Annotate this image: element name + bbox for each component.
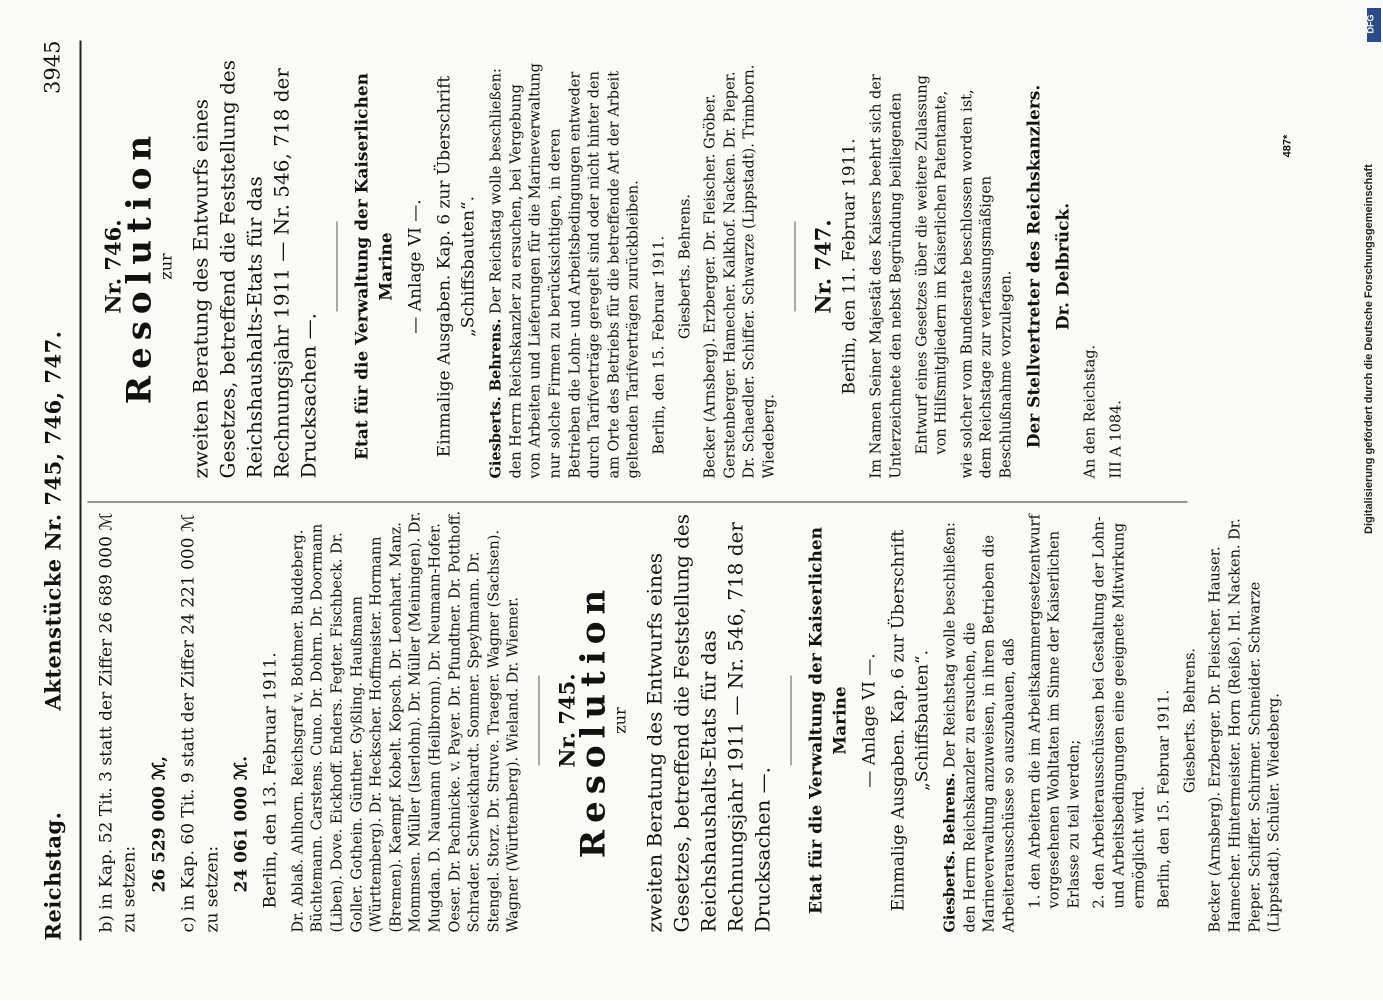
- item-b: b) in Kap. 52 Tit. 3 statt der Ziffer 26 689 000 ℳ zu setzen:: [96, 512, 140, 933]
- addressee: An den Reichstag.: [1082, 344, 1099, 479]
- right-column: [96, 55, 1134, 479]
- heading-nr746: Nr. 746.: [100, 219, 126, 314]
- heading-zur-746: zur: [156, 253, 176, 280]
- motion-text-746: Der Reichstag wolle beschließen: den Herrn Reichskanzler zu ersuchen, bei Vergebung von Arbeiten und Lieferungen für die Marineverwaltung nur solche Firmen zu berücksichtigen, in deren Betrieben die Lohn- und Arbeitsbedingungen entweder durch Tarifverträge geregelt sind oder nicht hinter den am Orte des Betriebs für die betreffende Art der Arbeit geltenden Tarifverträgen zurückbleiben.: [488, 63, 642, 479]
- item-1-745: 1. den Arbeitern die im Arbeitskammergesetzentwurf vorgesehenen Wohltaten im Sinne der Kaiserlichen Erlasse zu teil werden;: [1027, 514, 1083, 909]
- item-2-745: 2. den Arbeiterausschüssen bei Gestaltung der Lohn- und Arbeitsbedingungen eine geeignete Mitwirkung ermöglicht wird.: [1091, 516, 1148, 909]
- date-747: Berlin, den 11. Februar 1911.: [839, 138, 860, 395]
- ausgaben-745: Einmalige Ausgaben. Kap. 6 zur Überschrift „Schiffsbauten“.: [888, 529, 933, 912]
- sig-lead-745: Giesberts. Behrens.: [1182, 648, 1199, 793]
- sig-lead-746: Giesberts. Behrens.: [677, 194, 694, 339]
- signers-745: Becker (Arnsberg). Erzberger. Dr. Fleischer. Hauser. Hamecher. Hintermeister. Horn (Reiße). Irl. Nacken. Dr. Pieper. Schiffer. Schirmer. Schneider. Schwarze (Lippstadt). Schüler. Wiedeberg.: [1207, 518, 1283, 933]
- text-747-a: Im Namen Seiner Majestät des Kaisers beehrt sich der Unterzeichnete den nebst Begründung beiliegenden: [868, 74, 905, 479]
- separator: [538, 676, 539, 766]
- header-rule: [80, 41, 82, 941]
- page-number: 3945: [40, 40, 65, 94]
- date-745: Berlin, den 15. Februar 1911.: [1156, 689, 1173, 909]
- heading-nr745: Nr. 745.: [554, 673, 580, 768]
- reference-number: III A 1084.: [1108, 400, 1125, 479]
- anlage-745: — Anlage VI —.: [859, 653, 880, 788]
- digitization-credit: [1359, 8, 1377, 534]
- header-left: Reichstag.: [40, 811, 66, 941]
- item-c-value: 24 061 000 ℳ.: [231, 756, 252, 893]
- motion-lead-745: Giesberts. Behrens.: [941, 772, 959, 933]
- intro-745: zweiten Beratung des Entwurfs eines Gesetzes, betreffend die Feststellung des Reichshaushalts-Etats für das Rechnungsjahr 1911 — Nr. 546, 718 der Drucksachen —.: [642, 513, 775, 933]
- dfg-logo: [1367, 8, 1381, 42]
- date-1: Berlin, den 13. Februar 1911.: [260, 652, 281, 909]
- separator: [337, 222, 338, 312]
- item-b-value: 26 529 000 ℳ,: [149, 756, 170, 893]
- margin-page-mark: 487*: [1281, 134, 1294, 158]
- date-746: Berlin, den 15. Februar 1911.: [651, 235, 668, 455]
- credit-text: Digitalisierung gefördert durch die Deutsche Forschungsgemeinschaft: [1363, 164, 1375, 534]
- text-747-c: wie solcher vom Bundesrate beschlossen worden ist, dem Reichstage zur verfassungsmäßigen Beschlußnahme vorzulegen.: [959, 89, 1015, 479]
- heading-resolution-746: Resolution: [119, 128, 160, 405]
- etat-745: Etat für die Verwaltung der Kaiserlichen Marine: [806, 526, 851, 915]
- heading-zur-745: zur: [610, 707, 630, 734]
- etat-746: Etat für die Verwaltung der Kaiserlichen Marine: [352, 72, 397, 461]
- header-title: Aktenstücke Nr. 745, 746, 747.: [40, 330, 66, 711]
- left-column: [96, 509, 1292, 933]
- document-page: [0, 1, 1383, 1001]
- motion-lead-746: Giesberts. Behrens.: [487, 318, 505, 479]
- ausgaben-746: Einmalige Ausgaben. Kap. 6 zur Überschrift „Schiffsbauten“.: [434, 75, 479, 458]
- item-c: c) in Kap. 60 Tit. 9 statt der Ziffer 24 221 000 ℳ zu setzen:: [178, 513, 223, 933]
- anlage-746: — Anlage VI —.: [405, 199, 426, 334]
- intro-746: zweiten Beratung des Entwurfs eines Gesetzes, betreffend die Feststellung des Reichshaushalts-Etats für das Rechnungsjahr 1911 — Nr. 546, 718 der Drucksachen —.: [188, 59, 321, 479]
- signers-746: Becker (Arnsberg). Erzberger. Dr. Fleischer. Gröber. Gerstenberger. Hamecher. Kalkhof. Nacken. Dr. Pieper. Dr. Schaedler. Schiffer. Schwarze (Lippstadt). Trimborn. Wiedeberg.: [702, 64, 778, 479]
- motion-text-745: Der Reichstag wolle beschließen: den Herrn Reichskanzler zu ersuchen, die Marineverwaltung anzuweisen, in ihren Betrieben die Arbeiterausschüsse so auszubauen, daß: [942, 522, 1018, 933]
- signature-delbrueck: Dr. Delbrück.: [1053, 202, 1074, 331]
- page-header: [42, 41, 78, 941]
- dfg-logo-text: DFG: [1365, 14, 1376, 34]
- stellvertreter: Der Stellvertreter des Reichskanzlers.: [1024, 84, 1045, 449]
- heading-resolution-745: Resolution: [573, 582, 614, 859]
- separator: [791, 676, 792, 766]
- column-divider: [88, 502, 1188, 503]
- separator: [794, 222, 795, 312]
- heading-nr747: Nr. 747.: [810, 219, 836, 314]
- signers-1: Dr. Ablaß. Ahlhorn. Reichsgraf v. Bothmer. Buddeberg. Büchtemann. Carstens. Cuno. Dr. Dohrn. Dr. Doormann (Liben). Dove. Eickhoff. Enders. Fegter. Fischbeck. Dr. Goller. Gothein. Günther. Gyßling. Haußmann (Württemberg). Dr. Heckscher. Hoffmeister. Hormann (Bremen). Kaempf. Kobelt. Kopsch. Dr. Leonhart. Manz. Mommsen. Müller (Iserlohn). Dr. Müller (Meiningen). Dr. Mugdan. D. Naumann (Heilbronn). Dr. Neumann-Hofer. Oeser. Dr. Pachnicke. v. Payer. Dr. Pfundtner. Dr. Potthoff. Schrader. Schweickhardt. Sommer. Speyhmann. Dr. Stengel. Storz. Dr. Struve. Traeger. Wagner (Sachsen). Wagner (Württemberg). Wieland. Dr. Wiemer.: [290, 510, 522, 933]
- text-747-b: Entwurf eines Gesetzes über die weitere Zulassung von Hilfsmitgliedern im Kaiserlichen Patentamte,: [914, 75, 950, 455]
